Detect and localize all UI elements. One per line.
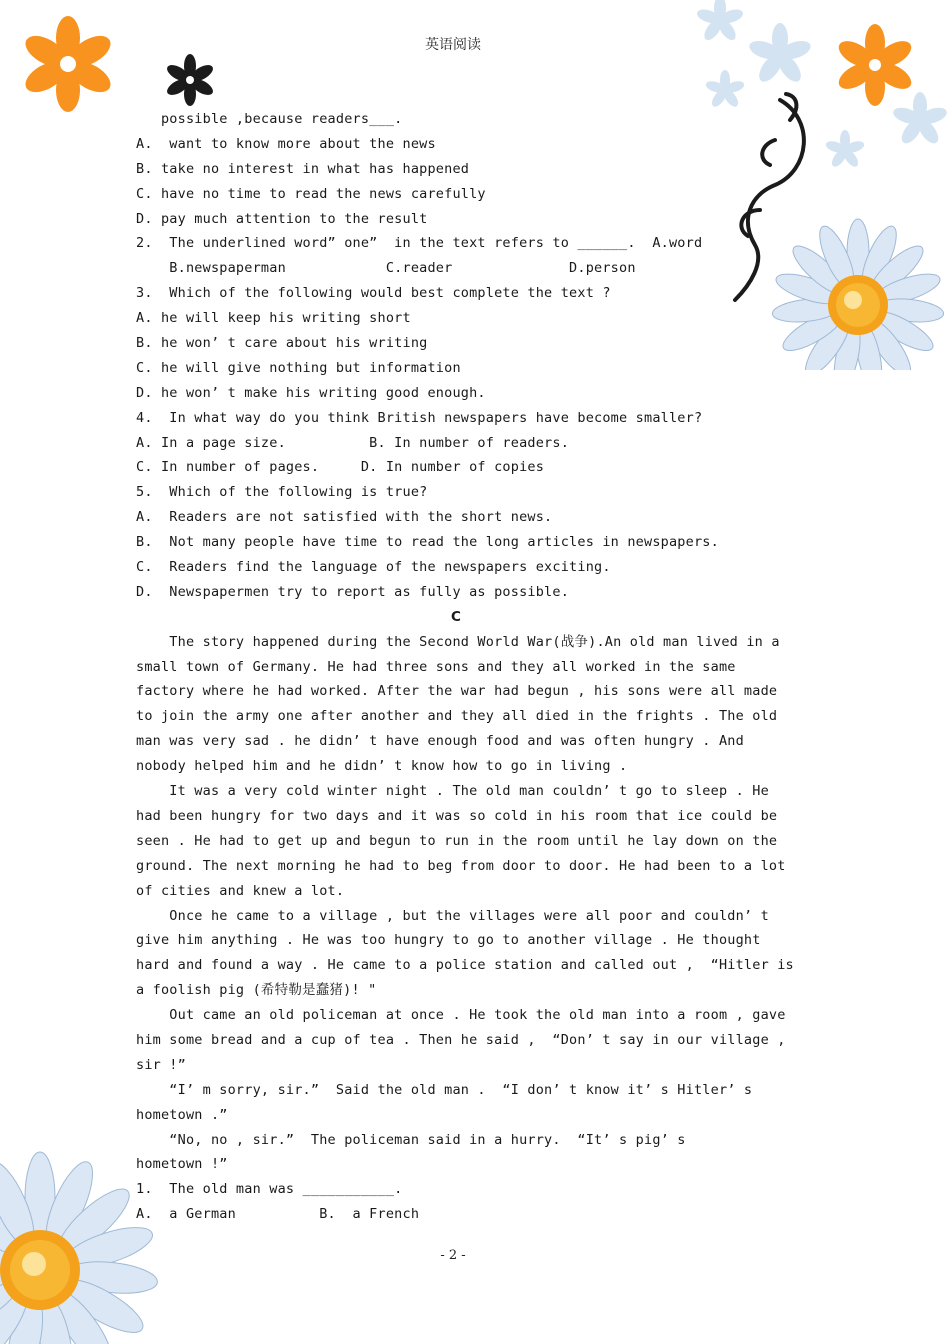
text-line: a foolish pig (希特勒是蠢猪)! " — [136, 982, 377, 999]
text-line: It was a very cold winter night . The old man couldn’ t go to sleep . He — [136, 783, 769, 800]
text-line: A. want to know more about the news — [136, 135, 436, 152]
text-line: hometown !” — [136, 1156, 228, 1173]
text-line: B. take no interest in what has happened — [136, 160, 470, 177]
text-line: him some bread and a cup of tea . Then he said , “Don’ t say in our village , — [136, 1031, 786, 1048]
text-line: 5. Which of the following is true? — [136, 484, 428, 501]
text-line: Out came an old policeman at once . He took the old man into a room , gave — [136, 1007, 786, 1024]
text-line: D. pay much attention to the result — [136, 210, 428, 227]
text-line: seen . He had to get up and begun to run in the room until he lay down on the — [136, 832, 778, 849]
text-line: C. In number of pages. D. In number of copies — [136, 459, 545, 476]
text-line: B. Not many people have time to read the long articles in newspapers. — [136, 534, 719, 551]
text-line: A. a German B. a French — [136, 1206, 420, 1223]
text-line: B.newspaperman C.reader D.person — [136, 260, 636, 277]
text-line: give him anything . He was too hungry to go to another village . He thought — [136, 932, 761, 949]
page-header: 英语阅读 — [425, 37, 481, 53]
black-flower-decoration — [162, 52, 218, 108]
text-line: to join the army one after another and they all died in the frights . The old — [136, 708, 778, 725]
text-line: C. Readers find the language of the newspapers exciting. — [136, 559, 611, 576]
text-line: “I’ m sorry, sir.” Said the old man . “I don’ t know it’ s Hitler’ s — [136, 1081, 753, 1098]
orange-flower-decoration — [18, 14, 118, 114]
text-line: The story happened during the Second World War(战争).An old man lived in a — [136, 633, 780, 650]
text-line: man was very sad . he didn’ t have enough food and was often hungry . And — [136, 733, 744, 750]
text-line: C. he will give nothing but information — [136, 359, 461, 376]
text-line: A. he will keep his writing short — [136, 310, 411, 327]
section-heading: C — [450, 608, 462, 625]
text-line: B. he won’ t care about his writing — [136, 335, 428, 352]
text-line: small town of Germany. He had three sons and they all worked in the same — [136, 658, 736, 675]
page-number: - 2 - — [440, 1248, 466, 1263]
text-line: 1. The old man was ___________. — [136, 1181, 403, 1198]
text-line: “No, no , sir.” The policeman said in a hurry. “It’ s pig’ s — [136, 1131, 686, 1148]
document-body — [136, 107, 794, 1227]
text-line: A. In a page size. B. In number of readers. — [136, 434, 570, 451]
text-line: factory where he had worked. After the war had begun , his sons were all made — [136, 683, 778, 700]
text-line: ground. The next morning he had to beg from door to door. He had been to a lot — [136, 857, 786, 874]
text-line: D. Newspapermen try to report as fully as possible. — [136, 583, 570, 600]
text-line: sir !” — [136, 1056, 186, 1073]
text-line: 2. The underlined word” one” in the text refers to ______. A.word — [136, 235, 703, 252]
text-line: C. have no time to read the news carefully — [136, 185, 486, 202]
text-line: A. Readers are not satisfied with the short news. — [136, 509, 553, 526]
text-line: hard and found a way . He came to a police station and called out , “Hitler is — [136, 957, 794, 974]
text-line: hometown .” — [136, 1106, 228, 1123]
text-line: 3. Which of the following would best complete the text ? — [136, 285, 611, 302]
text-line: of cities and knew a lot. — [136, 882, 345, 899]
text-line: possible ,because readers___. — [136, 111, 403, 127]
text-line: D. he won’ t make his writing good enough. — [136, 384, 486, 401]
text-line: 4. In what way do you think British newspapers have become smaller? — [136, 409, 703, 426]
text-line: nobody helped him and he didn’ t know how to go in living . — [136, 758, 628, 775]
text-line: had been hungry for two days and it was so cold in his room that ice could be — [136, 807, 778, 824]
text-line: Once he came to a village , but the villages were all poor and couldn’ t — [136, 907, 769, 924]
